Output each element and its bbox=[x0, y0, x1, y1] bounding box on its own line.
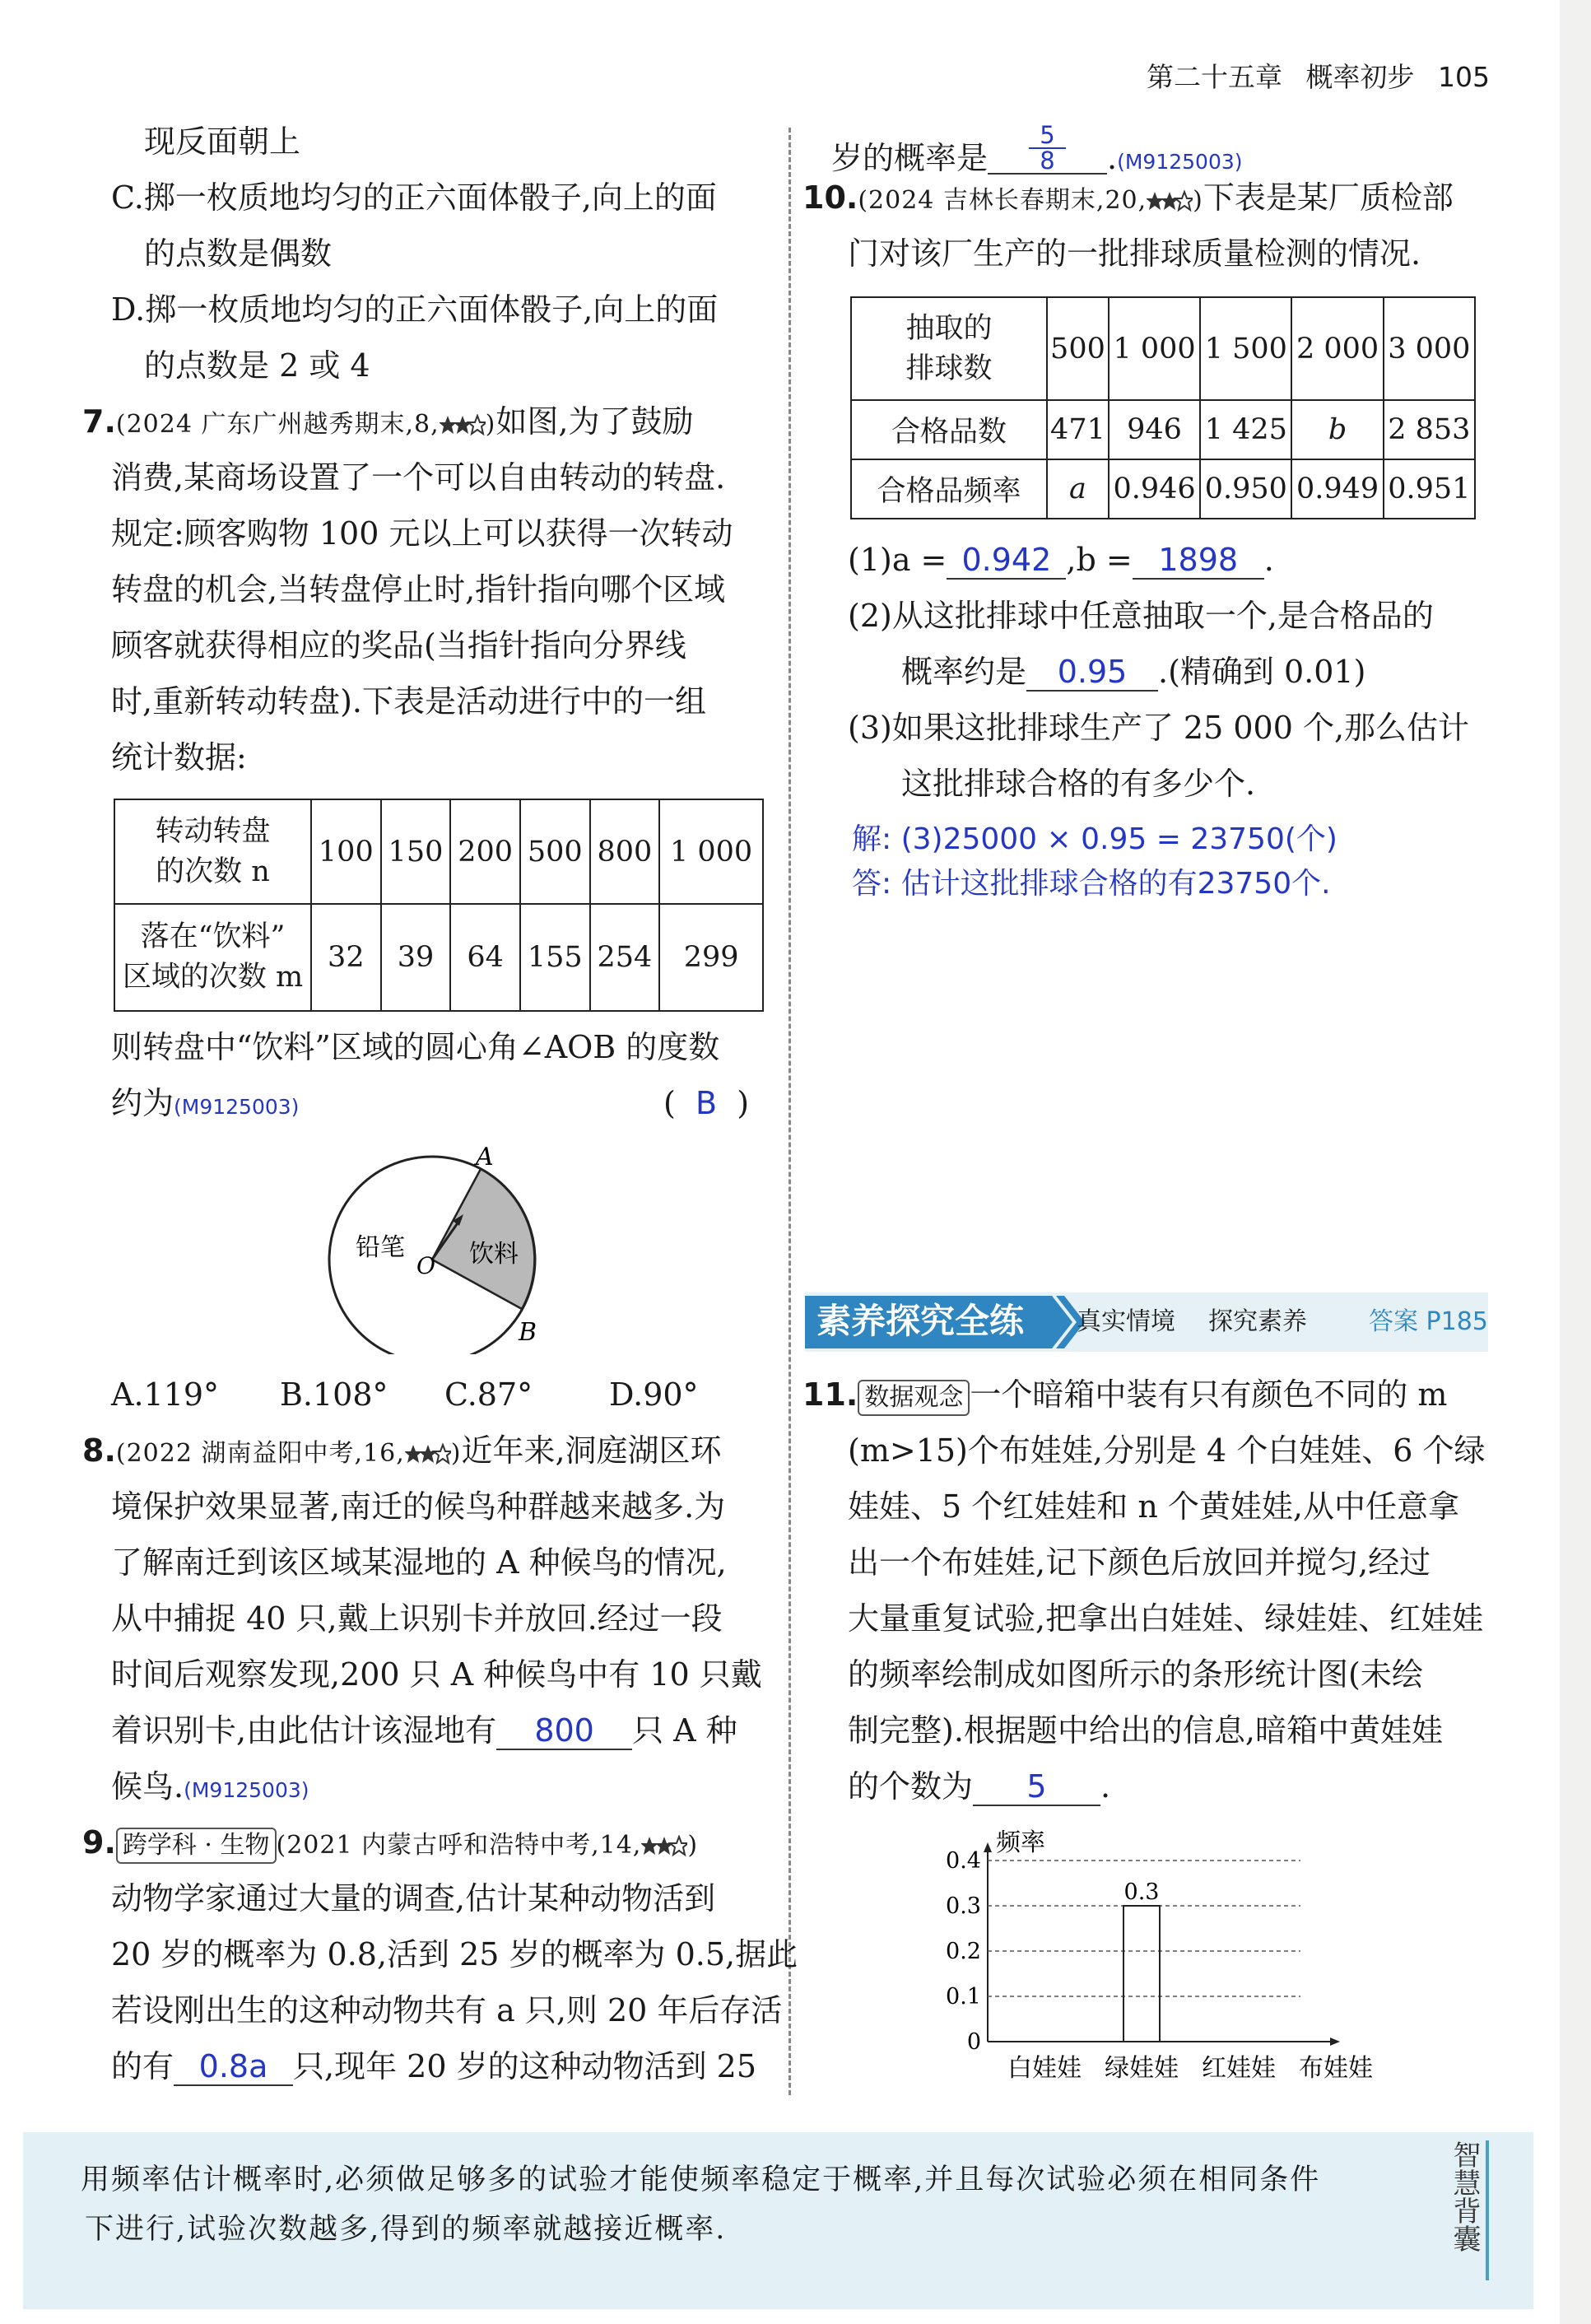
difficulty-stars-icon bbox=[440, 414, 486, 435]
q8-text-6: 着识别卡,由此估计该湿地有 800 只 A 种 bbox=[111, 1712, 737, 1749]
tip-side-label: 智慧背囊 bbox=[1448, 2140, 1481, 2252]
x-tick-label: 白娃娃 bbox=[1007, 2054, 1082, 2083]
q10-number: 10. bbox=[802, 179, 858, 216]
table-cell: 2 853 bbox=[1384, 400, 1475, 459]
q10-solution-2: 答: 估计这批排球合格的有23750个. bbox=[852, 867, 1331, 901]
q10-part1: (1)a = 0.942 ,b = 1898 . bbox=[848, 542, 1274, 578]
table-cell: 471 bbox=[1047, 400, 1109, 459]
q9-tag: 跨学科 · 生物 bbox=[116, 1828, 277, 1864]
banner-sub-1: 真实情境 bbox=[1077, 1307, 1175, 1336]
q7-option-d: D.90° bbox=[609, 1376, 699, 1413]
q10-text-2: 门对该厂生产的一批排球质量检测的情况. bbox=[848, 235, 1421, 272]
q11-text-7: 制完整).根据题中给出的信息,暗箱中黄娃娃 bbox=[848, 1712, 1443, 1749]
chapter-title: 第二十五章 bbox=[1147, 61, 1282, 93]
q11-first-line bbox=[802, 1376, 1447, 1416]
y-tick-label: 0.3 bbox=[946, 1893, 981, 1919]
x-tick-label: 绿娃娃 bbox=[1105, 2054, 1179, 2083]
q11-text-8: 的个数为 5 . bbox=[848, 1768, 1111, 1805]
banner-title: 素养探究全练 bbox=[816, 1301, 1025, 1341]
q9-code: (M9125003) bbox=[1117, 150, 1243, 174]
table-cell: 2 000 bbox=[1291, 297, 1383, 400]
q8-text-5: 时间后观察发现,200 只 A 种候鸟中有 10 只戴 bbox=[111, 1656, 762, 1693]
q9-tail-line: 岁的概率是 $\frac{5}{8}$ .(M9125003) bbox=[831, 121, 1243, 176]
tip-box bbox=[23, 2132, 1533, 2309]
label-drink: 饮料 bbox=[469, 1240, 519, 1269]
table-cell: 500 bbox=[1047, 297, 1109, 400]
table-cell: 800 bbox=[590, 799, 660, 904]
q7-text-3: 规定:顾客购物 100 元以上可以获得一次转动 bbox=[111, 515, 733, 552]
q8-text-7: 候鸟.(M9125003) bbox=[111, 1768, 309, 1805]
y-tick-label: 0.2 bbox=[946, 1939, 981, 1964]
table-cell: 1 425 bbox=[1200, 400, 1291, 459]
table-row bbox=[114, 799, 763, 904]
section-banner bbox=[805, 1292, 1488, 1352]
q10-answer-2: 0.95 bbox=[1026, 655, 1158, 692]
table-cell: 155 bbox=[520, 904, 590, 1011]
table-cell: 500 bbox=[520, 799, 590, 904]
q11-number: 11. bbox=[802, 1376, 858, 1413]
table-cell: 1 000 bbox=[1109, 297, 1200, 400]
q11-tag: 数据观念 bbox=[858, 1380, 970, 1416]
q8-first-line: 8.(2022 湖南益阳中考,16, )近年来,洞庭湖区环 bbox=[82, 1432, 722, 1469]
table-cell: 3 000 bbox=[1384, 297, 1475, 400]
label-b: B bbox=[519, 1318, 537, 1347]
table-cell: 0.950 bbox=[1200, 459, 1291, 519]
q8-source: (2022 湖南益阳中考,16, bbox=[115, 1439, 405, 1468]
page-number: 105 bbox=[1438, 61, 1490, 93]
page-header bbox=[1132, 56, 1490, 95]
table-cell: 0.949 bbox=[1291, 459, 1383, 519]
q7-option-a: A.119° bbox=[111, 1376, 220, 1413]
q7-after-2: 约为(M9125003) bbox=[111, 1085, 300, 1121]
banner-sub-2: 探究素养 bbox=[1208, 1307, 1307, 1336]
q10-part2-1: (2)从这批排球中任意抽取一个,是合格品的 bbox=[848, 598, 1434, 634]
q7-text-1: 如图,为了鼓励 bbox=[495, 403, 694, 440]
q10-answer-b: 1898 bbox=[1133, 543, 1264, 580]
y-tick-label: 0.1 bbox=[946, 1984, 981, 2010]
table-row bbox=[851, 297, 1475, 400]
q10-answer-a: 0.942 bbox=[947, 543, 1066, 580]
q8-code: (M9125003) bbox=[184, 1778, 309, 1802]
label-pencil: 铅笔 bbox=[356, 1233, 405, 1262]
q6-option-c-line1: C.掷一枚质地均匀的正六面体骰子,向上的面 bbox=[111, 179, 717, 216]
table-header-cell: 转动转盘 的次数 n bbox=[114, 799, 311, 904]
q10-text-1: 下表是某厂质检部 bbox=[1203, 179, 1454, 216]
q11-text-2: (m>15)个布娃娃,分别是 4 个白娃娃、6 个绿 bbox=[848, 1432, 1486, 1469]
table-header-cell: 抽取的 排球数 bbox=[851, 297, 1047, 400]
table-row bbox=[851, 459, 1475, 519]
q7-text-4: 转盘的机会,当转盘停止时,指针指向哪个区域 bbox=[111, 571, 726, 608]
q9-number: 9. bbox=[82, 1824, 116, 1861]
q9-text-1: 动物学家通过大量的调查,估计某种动物活到 bbox=[111, 1880, 716, 1916]
table-row bbox=[114, 904, 763, 1011]
q11-answer: 5 bbox=[973, 1770, 1100, 1806]
q6-option-c-line2: 的点数是偶数 bbox=[144, 235, 333, 272]
table-cell: 32 bbox=[311, 904, 381, 1011]
q9-answer-1: 0.8a bbox=[174, 2050, 293, 2086]
y-tick-label: 0 bbox=[966, 2029, 981, 2055]
bar bbox=[1123, 1906, 1160, 2042]
table-cell: 39 bbox=[381, 904, 451, 1011]
q11-text-1: 一个暗箱中装有只有颜色不同的 m bbox=[970, 1376, 1448, 1413]
q6-option-d-line2: 的点数是 2 或 4 bbox=[144, 347, 370, 384]
table-cell: 150 bbox=[381, 799, 451, 904]
x-tick-label: 布娃娃 bbox=[1299, 2054, 1373, 2083]
q8-text-2: 境保护效果显著,南迁的候鸟种群越来越多.为 bbox=[111, 1488, 726, 1525]
data-label: 0.3 bbox=[1123, 1879, 1160, 1905]
q11-text-6: 的频率绘制成如图所示的条形统计图(未绘 bbox=[848, 1656, 1423, 1693]
table-cell: 1 000 bbox=[659, 799, 763, 904]
spinner-figure bbox=[313, 1140, 560, 1354]
q8-answer: 800 bbox=[496, 1714, 632, 1750]
q9-first-line: 9. 跨学科 · 生物 (2021 内蒙古呼和浩特中考,14, ) bbox=[82, 1824, 698, 1864]
q7-first-line bbox=[82, 403, 693, 441]
q7-text-5: 顾客就获得相应的奖品(当指针指向分界线 bbox=[111, 627, 686, 664]
q7-answer: B bbox=[695, 1085, 718, 1121]
x-tick-label: 红娃娃 bbox=[1202, 2054, 1276, 2083]
q9-source: (2021 内蒙古呼和浩特中考,14, bbox=[276, 1831, 642, 1860]
q6-line-tail: 现反面朝上 bbox=[144, 123, 301, 160]
q10-first-line: 10.(2024 吉林长春期末,20, )下表是某厂质检部 bbox=[802, 179, 1454, 216]
y-axis-label: 频率 bbox=[996, 1828, 1045, 1857]
q7-source-close: ) bbox=[485, 410, 496, 439]
q9-text-4: 的有 0.8a 只,现年 20 岁的这种动物活到 25 bbox=[111, 2048, 757, 2084]
answer-link[interactable]: 答案 P185 bbox=[1369, 1307, 1488, 1336]
difficulty-stars-icon bbox=[1147, 190, 1193, 212]
q10-source: (2024 吉林长春期末,20, bbox=[858, 186, 1147, 215]
column-divider bbox=[789, 128, 791, 2095]
table-cell: 0.946 bbox=[1109, 459, 1200, 519]
q10-part3-1: (3)如果这批排球生产了 25 000 个,那么估计 bbox=[848, 710, 1470, 746]
label-o: O bbox=[416, 1252, 435, 1279]
q7-source: (2024 广东广州越秀期末,8, bbox=[115, 410, 440, 439]
table-header-cell: 合格品频率 bbox=[851, 459, 1047, 519]
q8-text-4: 从中捕捉 40 只,戴上识别卡并放回.经过一段 bbox=[111, 1600, 723, 1637]
bar-chart bbox=[938, 1819, 1399, 2091]
label-a: A bbox=[476, 1143, 494, 1171]
q6-option-d-line1: D.掷一枚质地均匀的正六面体骰子,向上的面 bbox=[111, 291, 719, 328]
q7-after-1: 则转盘中“饮料”区域的圆心角∠AOB 的度数 bbox=[111, 1029, 720, 1065]
table-cell: 200 bbox=[450, 799, 520, 904]
q7-option-b: B.108° bbox=[280, 1376, 388, 1413]
q7-data-table bbox=[114, 799, 764, 1012]
q9-answer-2: $\frac{5}{8}$ bbox=[988, 123, 1107, 175]
q10-part3-2: 这批排球合格的有多少个. bbox=[901, 766, 1256, 802]
q7-text-6: 时,重新转动转盘).下表是活动进行中的一组 bbox=[111, 683, 706, 720]
q10-data-table bbox=[850, 296, 1476, 519]
table-row bbox=[851, 400, 1475, 459]
tip-side-bar bbox=[1486, 2140, 1489, 2280]
q7-text-7: 统计数据: bbox=[111, 739, 247, 775]
table-cell: 946 bbox=[1109, 400, 1200, 459]
table-cell: 0.951 bbox=[1384, 459, 1475, 519]
table-cell: 64 bbox=[450, 904, 520, 1011]
q11-text-5: 大量重复试验,把拿出白娃娃、绿娃娃、红娃娃 bbox=[848, 1600, 1484, 1637]
q11-text-4: 出一个布娃娃,记下颜色后放回并搅匀,经过 bbox=[848, 1544, 1431, 1581]
section-title: 概率初步 bbox=[1305, 61, 1415, 93]
q9-text-2: 20 岁的概率为 0.8,活到 25 岁的概率为 0.5,据此 bbox=[111, 1936, 798, 1972]
table-cell: 100 bbox=[311, 799, 381, 904]
table-cell: a bbox=[1047, 459, 1109, 519]
q7-text-2: 消费,某商场设置了一个可以自由转动的转盘. bbox=[111, 459, 726, 496]
q8-text-3: 了解南迁到该区域某湿地的 A 种候鸟的情况, bbox=[111, 1544, 727, 1581]
table-cell: b bbox=[1291, 400, 1383, 459]
table-header-cell: 合格品数 bbox=[851, 400, 1047, 459]
q11-text-3: 娃娃、5 个红娃娃和 n 个黄娃娃,从中任意拿 bbox=[848, 1488, 1459, 1525]
q10-part2-2: 概率约是 0.95 .(精确到 0.01) bbox=[901, 654, 1366, 690]
table-cell: 1 500 bbox=[1200, 297, 1291, 400]
q7-code: (M9125003) bbox=[174, 1095, 300, 1119]
table-cell: 254 bbox=[590, 904, 660, 1011]
y-tick-label: 0.4 bbox=[946, 1848, 981, 1874]
page-edge bbox=[1560, 0, 1591, 2324]
q7-number: 7. bbox=[82, 403, 116, 440]
tip-line-2: 下进行,试验次数越多,得到的频率就越接近概率. bbox=[85, 2213, 727, 2246]
table-cell: 299 bbox=[659, 904, 763, 1011]
q7-option-c: C.87° bbox=[444, 1376, 533, 1413]
q9-text-3: 若设刚出生的这种动物共有 a 只,则 20 年后存活 bbox=[111, 1992, 783, 2028]
q8-text-1: 近年来,洞庭湖区环 bbox=[461, 1432, 722, 1469]
difficulty-stars-icon bbox=[405, 1443, 451, 1465]
q8-number: 8. bbox=[82, 1432, 116, 1469]
q7-answer-bracket: ( B ) bbox=[663, 1085, 750, 1121]
table-header-cell: 落在“饮料” 区域的次数 m bbox=[114, 904, 311, 1011]
tip-line-1: 用频率估计概率时,必须做足够多的试验才能使频率稳定于概率,并且每次试验必须在相同条件 bbox=[81, 2163, 1321, 2196]
q10-solution-1: 解: (3)25000 × 0.95 = 23750(个) bbox=[852, 822, 1337, 856]
difficulty-stars-icon bbox=[641, 1835, 687, 1856]
